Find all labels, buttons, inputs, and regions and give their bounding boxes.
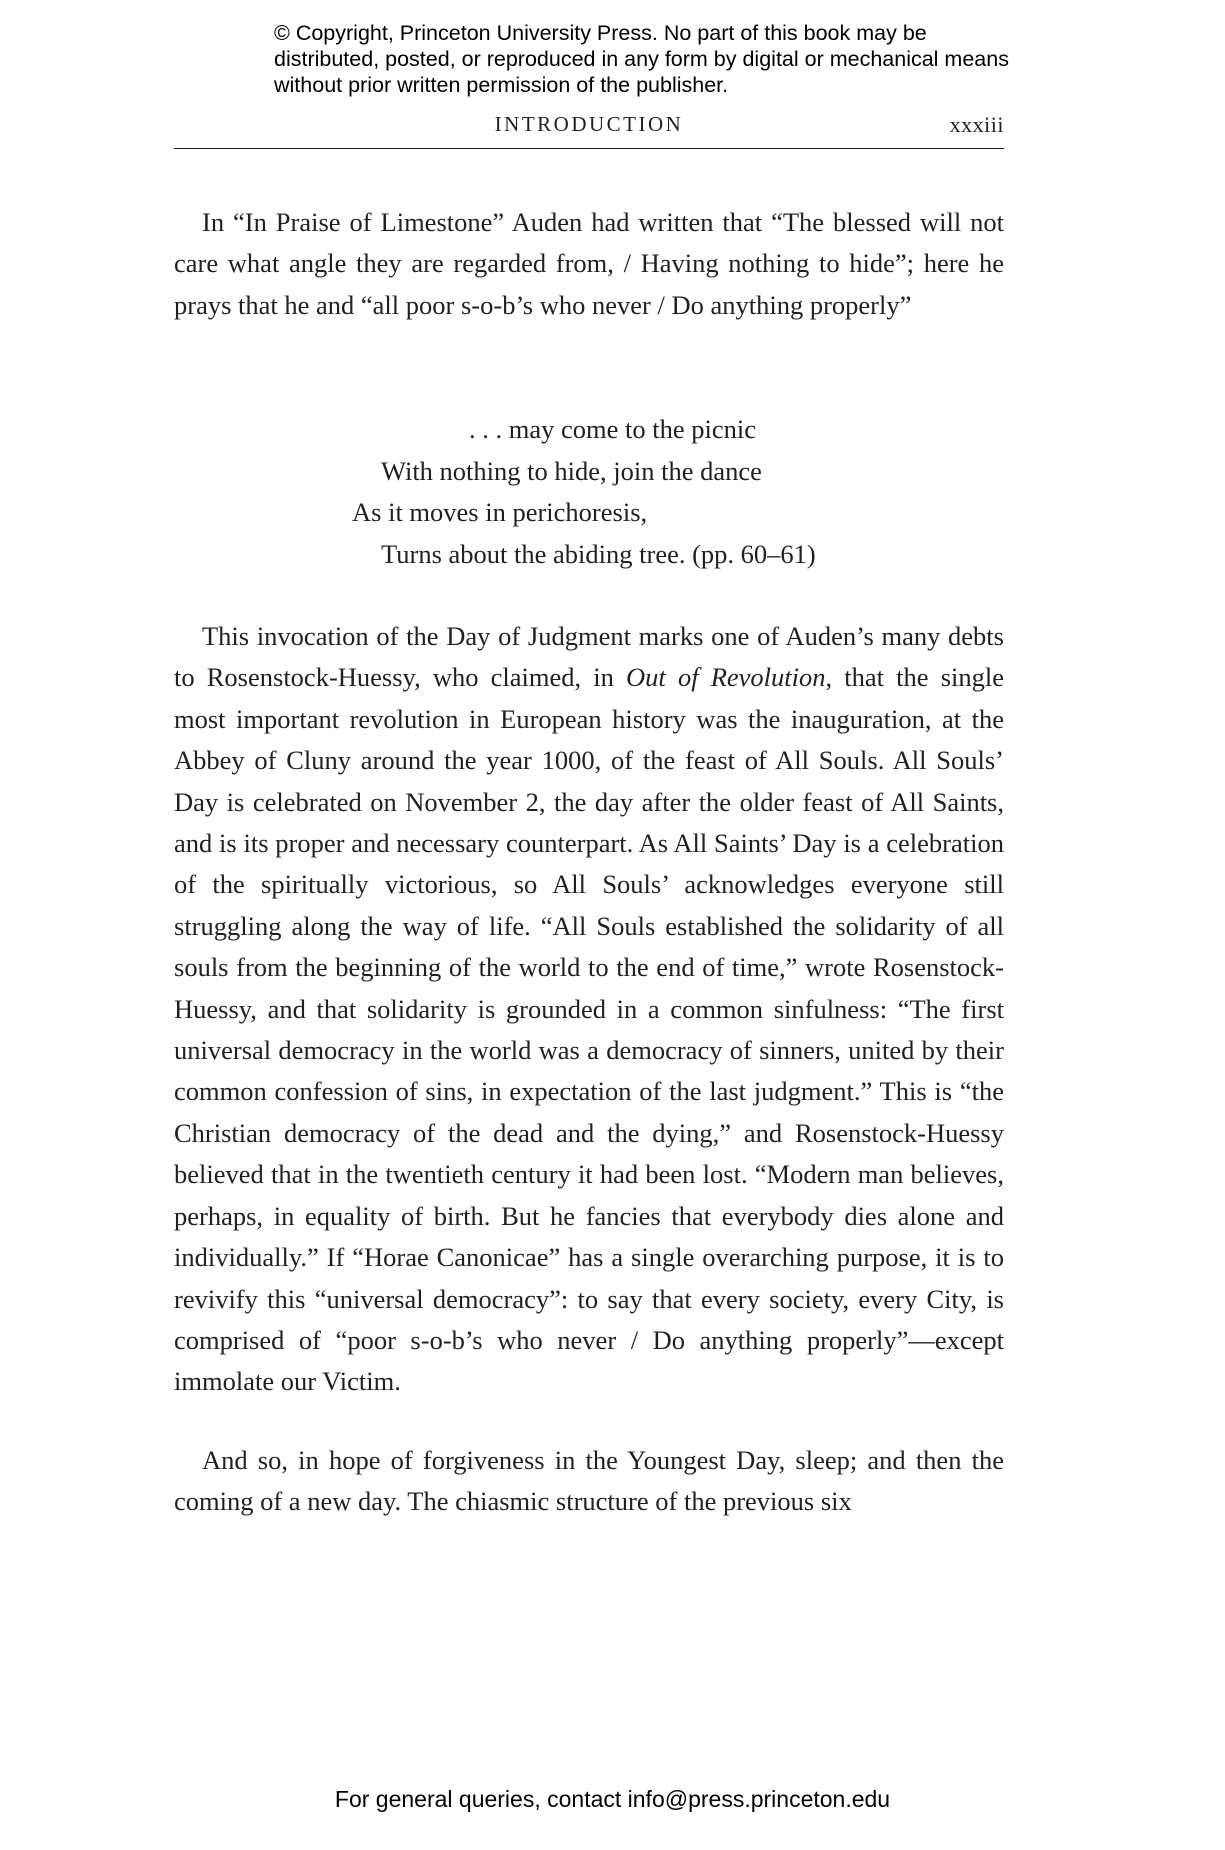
page-number: xxxiii [949,112,1004,137]
book-title: Out of Revolution [626,662,826,693]
verse-line-2: With nothing to hide, join the dance [381,456,762,486]
paragraph-text-start: This invocation of the Day of Judgment marks one of Auden’s many debts to Rosenstock-Huessy, who claimed, in [174,621,1004,693]
verse-line-1: . . . may come to the picnic [469,414,756,444]
paragraph-2 [174,616,1004,1403]
paragraph-text: And so, in hope of forgiveness in the Youngest Day, sleep; and then the coming of a new day. The chiasmic structure of the previous six [174,1445,1004,1517]
paragraph-3 [174,1440,1004,1523]
verse-line-4: Turns about the abiding tree. (pp. 60–61) [381,539,816,569]
paragraph-text-end: , that the single most important revolution in European history was the inauguration, at the Abbey of Cluny around the year 1000, of the feast of All Souls. All Souls’ Day is celebrated on November 2, the day after the older feast of All Saints, and is its proper and necessary counterpart. As All Saints’ Day is a celebration of the spiritually victorious, so All Souls’ acknowledges everyone still struggling along the way of life. “All Souls established the solidarity of all souls from the beginning of the world to the end of time,” wrote Rosenstock-Huessy, and that solidarity is grounded in a common sinfulness: “The first universal democracy in the world was a democracy of sinners, united by their common confession of sins, in expectation of the last judgment.” This is “the Christian democracy of the dead and the dying,” and Rosenstock-Huessy believed that in the twentieth century it had been lost. “Modern man believes, perhaps, in equality of birth. But he fancies that everybody dies alone and individually.” If “Horae Canonicae” has a single overarching purpose, it is to revivify this “universal democracy”: to say that every society, every City, is comprised of “poor s-o-b’s who never / Do anything properly”—except immolate our Victim. [174,662,1004,1397]
section-title: INTRODUCTION [494,112,684,136]
paragraph-text: In “In Praise of Limestone” Auden had written that “The blessed will not care what angle they are regarded from, / Having nothing to hide”; here he prays that he and “all poor s-o-b’s who never / Do anything properly” [174,207,1004,320]
paragraph-1 [174,202,1004,326]
running-head [174,108,1004,149]
copyright-notice: © Copyright, Princeton University Press. No part of this book may be distributed, posted, or reproduced in any form by digital or mechanical means without prior written permission of the publisher. [274,21,1009,97]
contact-footer: For general queries, contact info@press.princeton.edu [334,1786,891,1812]
paragraph-text [174,616,1004,1403]
verse-line-3: As it moves in perichoresis, [352,497,648,527]
